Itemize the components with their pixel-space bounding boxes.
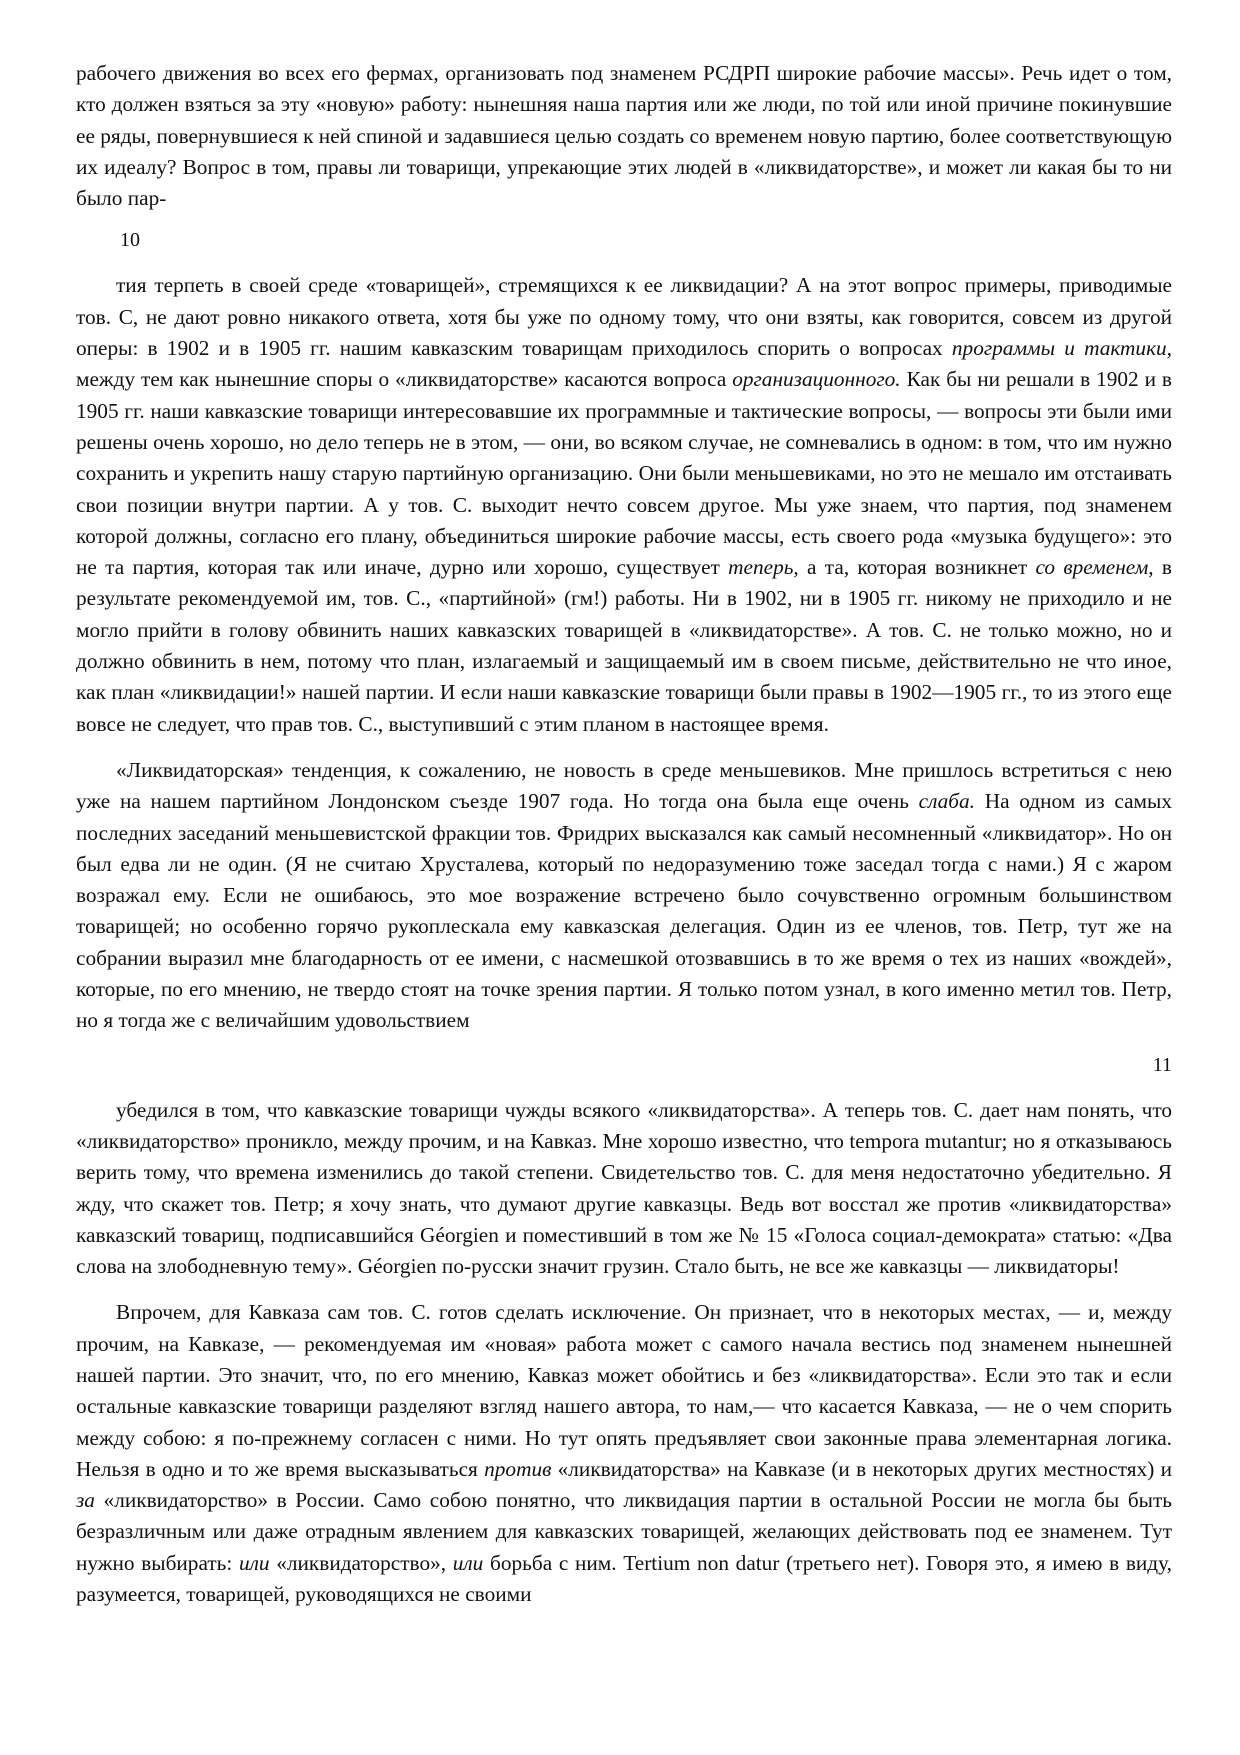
text-segment: в результате рекомендуемой им, тов. С., «партийной» (гм!) работы. Ни в 1902, ни в 1905 гг. никому не приходило и не могло прийти в голову обвинить наших кавказских товарищей в «ликвидаторстве». А тов. С. не только можно, но и должно обвинить в нем, потому что план, излагаемый и защищаемый им в своем письме, действительно не что иное, как план «ликвидации!» нашей партии. И если наши кавказские товарищи были правы в 1902—1905 гг., то из этого еще вовсе не следует, что прав тов. С., выступивший с этим планом в настоящее время. (76, 555, 1172, 736)
italic-text: со временем, (1035, 555, 1154, 580)
italic-text: программы и тактики, (951, 336, 1172, 361)
text-segment: «ликвидаторства» на Кавказе (и в некоторых других местностях) и (551, 1456, 1173, 1481)
text-segment: Как бы ни решали в 1902 и в 1905 гг. наши кавказские товарищи интересовавшие их программные и тактические вопросы, — вопросы эти были ими решены очень хорошо, но дело теперь не в этом, — они, во всяком случае, не сомневались в одном: в том, что им нужно сохранить и укрепить нашу старую партийную организацию. Они были меньшевиками, но это не мешало им отстаивать свои позиции внутри партии. А у тов. С. выходит нечто совсем другое. Мы уже знаем, что партия, под знаменем которой должны, согласно его плану, объединиться широкие рабочие массы, есть своего рода «музыка будущего»: это не та партия, которая так или иначе, дурно или хорошо, существует (76, 367, 1172, 580)
text-segment: «Ликвидаторская» тенденция, к сожалению, не новость в среде меньшевиков. Мне пришлось встретиться с нею уже на нашем партийном Лондонском съезде 1907 года. Но тогда она была еще очень (76, 757, 1172, 814)
text-segment: «ликвидаторство» в России. Само собою понятно, что ликвидация партии в остальной России не могла бы быть безразличным или даже отрадным явлением для кавказских товарищей, желающих действовать под ее знаменем. Тут нужно выбирать: (76, 1488, 1172, 1575)
paragraph-1 (76, 58, 1172, 214)
page-number-10: 10 (120, 229, 140, 252)
text-segment: тия терпеть в своей среде «товарищей», стремящихся к ее ликвидации? А на этот вопрос примеры, приводимые тов. С, не дают ровно никакого ответа, хотя бы уже по одному тому, что они взяты, как говорится, совсем из другой оперы: в 1902 и в 1905 гг. нашим кавказским товарищам приходилось спорить о вопросах (76, 273, 1172, 361)
italic-text: теперь, (728, 555, 799, 580)
paragraph-4 (76, 1095, 1172, 1283)
italic-text: или (452, 1550, 484, 1575)
text-segment: На одном из самых последних заседаний меньшевистской фракции тов. Фридрих высказался как самый несомненный «ликвидатор». Но он был едва ли не один. (Я не считаю Хрусталева, который по недоразумению тоже заседал тогда с нами.) Я с жаром возражал ему. Если не ошибаюсь, это мое возражение встречено было сочувственно огромным большинством товарищей; но особенно горячо рукоплескала ему кавказская делегация. Один из ее членов, тов. Петр, тут же на собрании выразил мне благодарность от ее имени, с насмешкой отозвавшись в то же время о тех из наших «вождей», которые, по его мнению, не твердо стоят на точке зрения партии. Я только потом узнал, в кого именно метил тов. Петр, но я тогда же с величайшим удовольствием (76, 789, 1172, 1033)
paragraph-3 (76, 755, 1172, 1037)
text-segment: рабочего движения во всех его фермах, организовать под знаменем РСДРП широкие рабочие массы». Речь идет о том, кто должен взяться за эту «новую» работу: нынешняя наша партия или же люди, по той или иной причине покинувшие ее ряды, повернувшиеся к ней спиной и задавшиеся целью создать со временем новую партию, более соответствующую их идеалу? Вопрос в том, правы ли товарищи, упрекающие этих людей в «ликвидаторстве», и может ли какая бы то ни было пар- (76, 61, 1172, 211)
italic-text: против (484, 1456, 552, 1481)
text-segment: между тем как нынешние споры о «ликвидаторстве» касаются вопроса (76, 367, 733, 392)
page-number-11: 11 (1152, 1053, 1172, 1076)
italic-text: или (238, 1550, 270, 1575)
italic-text: за (76, 1488, 95, 1513)
italic-text: организационного. (732, 367, 901, 392)
paragraph-5 (76, 1297, 1172, 1610)
text-segment: убедился в том, что кавказские товарищи чужды всякого «ликвидаторства». А теперь тов. С. дает нам понять, что «ликвидаторство» проникло, между прочим, и на Кавказ. Мне хорошо известно, что tempora mutantur; но я отказываюсь верить тому, что времена изменились до такой степени. Свидетельство тов. С. для меня недостаточно убедительно. Я жду, что скажет тов. Петр; я хочу знать, что думают другие кавказцы. Ведь вот восстал же против «ликвидаторства» кавказский товарищ, подписавшийся Géorgien и поместивший в том же № 15 «Голоса социал-демократа» статью: «Два слова на злободневную тему». Géorgien по-русски значит грузин. Стало быть, не все же кавказцы — ликвидаторы! (76, 1097, 1172, 1279)
italic-text: слаба. (918, 789, 975, 814)
text-segment: борьба с ним. Tertium non datur (третьего нет). Говоря это, я имею в виду, разумеется, товарищей, руководящихся не своими (76, 1550, 1172, 1607)
text-segment: Впрочем, для Кавказа сам тов. С. готов сделать исключение. Он признает, что в некоторых местах, — и, между прочим, на Кавказе, — рекомендуемая им «новая» работа может с самого начала вестись под знаменем нынешней нашей партии. Это значит, что, по его мнению, Кавказ может обойтись и без «ликвидаторства». Если это так и если остальные кавказские товарищи разделяют взгляд нашего автора, то нам,— что касается Кавказа, — не о чем спорить между собою: я по-прежнему согласен с ними. Но тут опять предъявляет свои законные права элементарная логика. Нельзя в одно и то же время высказываться (76, 1300, 1172, 1481)
text-segment: а та, которая возникнет (798, 555, 1036, 580)
paragraph-2 (76, 270, 1172, 739)
text-segment: «ликвидаторство», (269, 1550, 453, 1575)
